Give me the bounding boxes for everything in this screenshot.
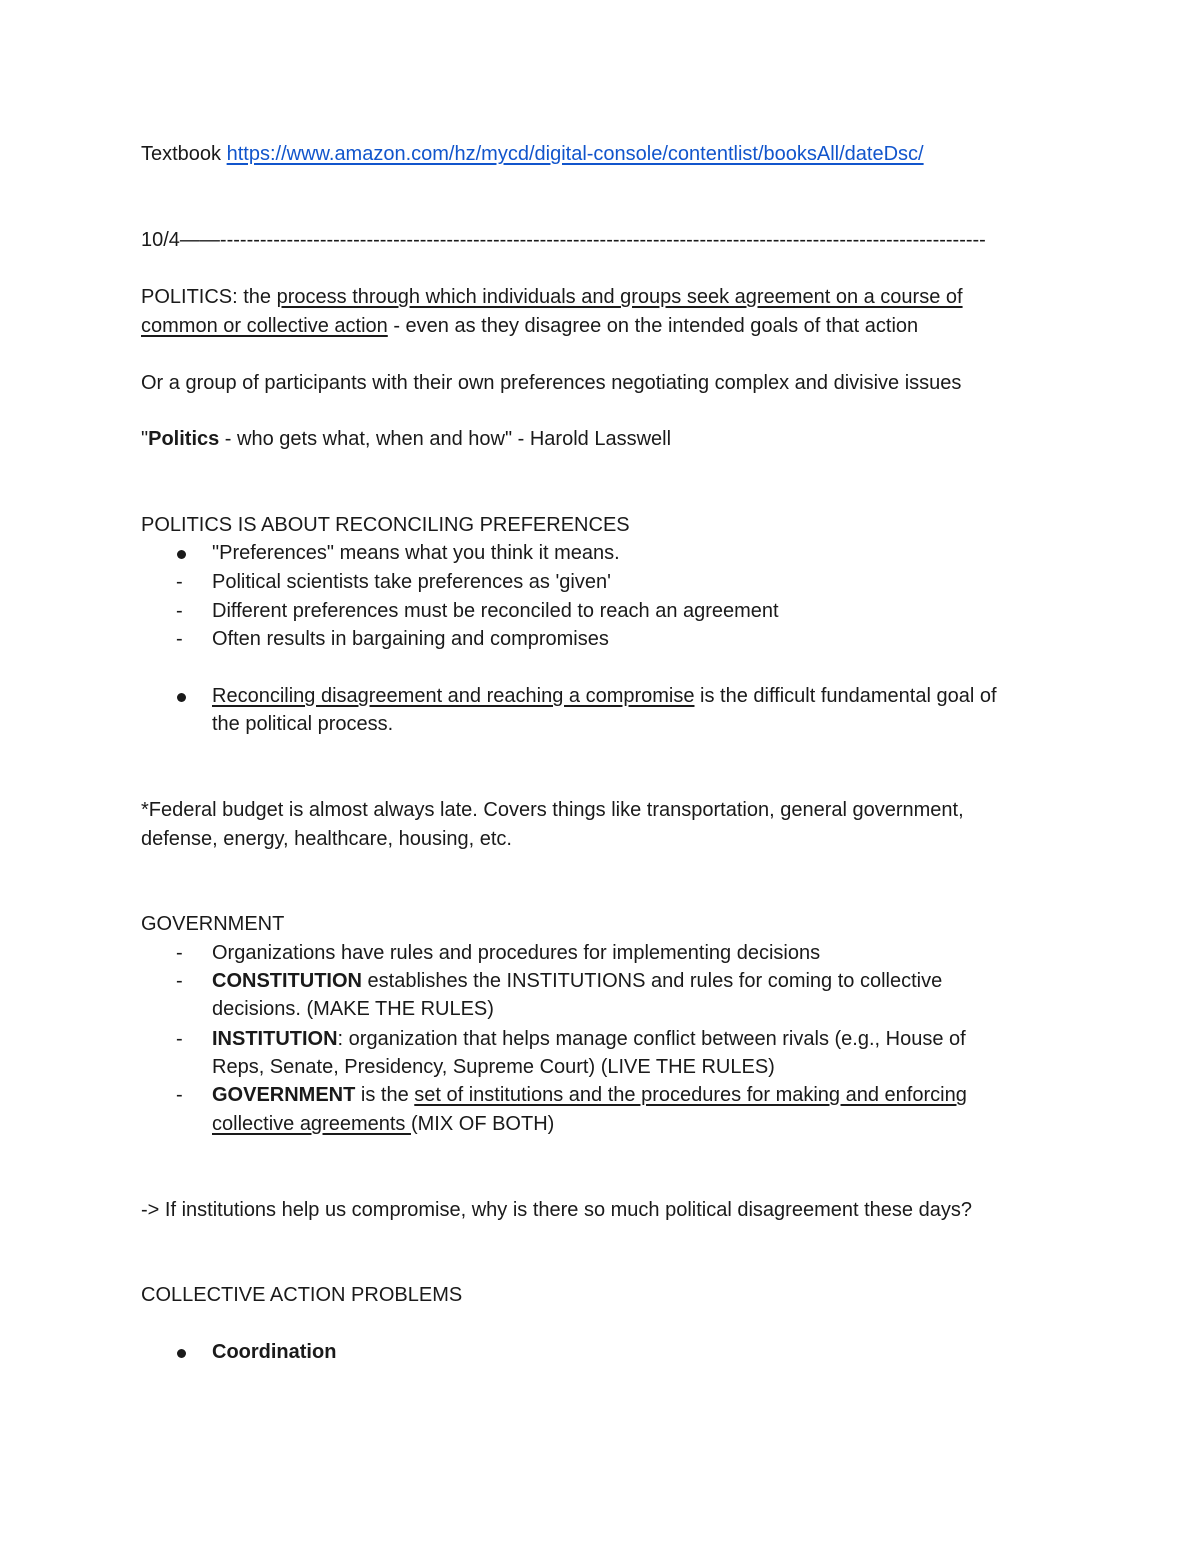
compromise-bullet-line-1 — [212, 682, 997, 710]
preferences-bullet: "Preferences" means what you think it means. — [212, 542, 620, 564]
compromise-bullet-line-2: the political process. — [212, 713, 394, 735]
budget-note-line-2: defense, energy, healthcare, housing, etc. — [141, 828, 512, 850]
dash-item-3: Often results in bargaining and compromises — [212, 628, 609, 650]
dash-item-2: Different preferences must be reconciled to reach an agreement — [212, 600, 779, 622]
government-def-line-1 — [212, 1081, 967, 1109]
quote-rest: - who gets what, when and how" - Harold Lasswell — [219, 428, 672, 450]
constitution-rest: establishes the INSTITUTIONS and rules for coming to collective — [362, 970, 943, 992]
textbook-line — [141, 140, 924, 168]
politics-lead: POLITICS: the — [141, 286, 277, 308]
budget-note-line-1: *Federal budget is almost always late. Covers things like transportation, general government, — [141, 799, 964, 821]
politics-rest: - even as they disagree on the intended goals of that action — [387, 315, 919, 337]
government-underlined-2: collective agreements — [212, 1113, 411, 1135]
constitution-line-1 — [212, 967, 942, 995]
bullet-dot — [177, 1349, 186, 1358]
dash-marker: - — [176, 970, 183, 992]
institution-line-2: Reps, Senate, Presidency, Supreme Court) (LIVE THE RULES) — [212, 1056, 775, 1078]
coordination-bullet: Coordination — [212, 1341, 337, 1363]
constitution-bold: CONSTITUTION — [212, 970, 362, 992]
institution-line-1 — [212, 1025, 966, 1053]
alternate-definition: Or a group of participants with their own preferences negotiating complex and divisive issues — [141, 372, 962, 394]
quote-bold: Politics — [148, 428, 220, 450]
lasswell-quote — [141, 425, 671, 453]
dash-marker: - — [176, 1084, 183, 1106]
government-rest: (MIX OF BOTH) — [410, 1113, 555, 1135]
collective-heading: COLLECTIVE ACTION PROBLEMS — [141, 1284, 463, 1306]
textbook-label: Textbook — [141, 143, 222, 165]
politics-definition-line-1 — [141, 283, 963, 311]
compromise-underlined: Reconciling disagreement and reaching a compromise — [212, 685, 695, 707]
compromise-rest: is the difficult fundamental goal of — [694, 685, 997, 707]
politics-underlined-2: common or collective action — [141, 315, 388, 337]
dash-marker: - — [176, 1028, 183, 1050]
institution-rest: : organization that helps manage conflict between rivals (e.g., House of — [337, 1028, 966, 1050]
constitution-line-2: decisions. (MAKE THE RULES) — [212, 998, 494, 1020]
bullet-dot — [177, 550, 186, 559]
bullet-dot — [177, 693, 186, 702]
government-bold: GOVERNMENT — [212, 1084, 356, 1106]
government-item-1: Organizations have rules and procedures for implementing decisions — [212, 942, 821, 964]
dash-item-1: Political scientists take preferences as 'given' — [212, 571, 611, 593]
government-def-line-2 — [212, 1110, 554, 1138]
reconciling-heading: POLITICS IS ABOUT RECONCILING PREFERENCES — [141, 514, 630, 536]
dash-marker: - — [176, 628, 183, 650]
dash-marker: - — [176, 571, 183, 593]
politics-underlined-1: process through which individuals and groups seek agreement on a course of — [276, 286, 963, 308]
government-heading: GOVERNMENT — [141, 913, 285, 935]
dash-marker: - — [176, 942, 183, 964]
date-separator: 10/4——------------------------------------------------------------------------------------------------------------------- — [141, 229, 986, 251]
government-mid: is the — [355, 1084, 415, 1106]
textbook-link[interactable]: https://www.amazon.com/hz/mycd/digital-console/contentlist/booksAll/dateDsc/ — [226, 143, 924, 165]
dash-marker: - — [176, 600, 183, 622]
quote-open: " — [141, 428, 149, 450]
government-underlined-1: set of institutions and the procedures for making and enforcing — [414, 1084, 967, 1106]
institution-bold: INSTITUTION — [212, 1028, 338, 1050]
politics-definition-line-2 — [141, 312, 918, 340]
question-line: -> If institutions help us compromise, why is there so much political disagreement these days? — [141, 1199, 972, 1221]
